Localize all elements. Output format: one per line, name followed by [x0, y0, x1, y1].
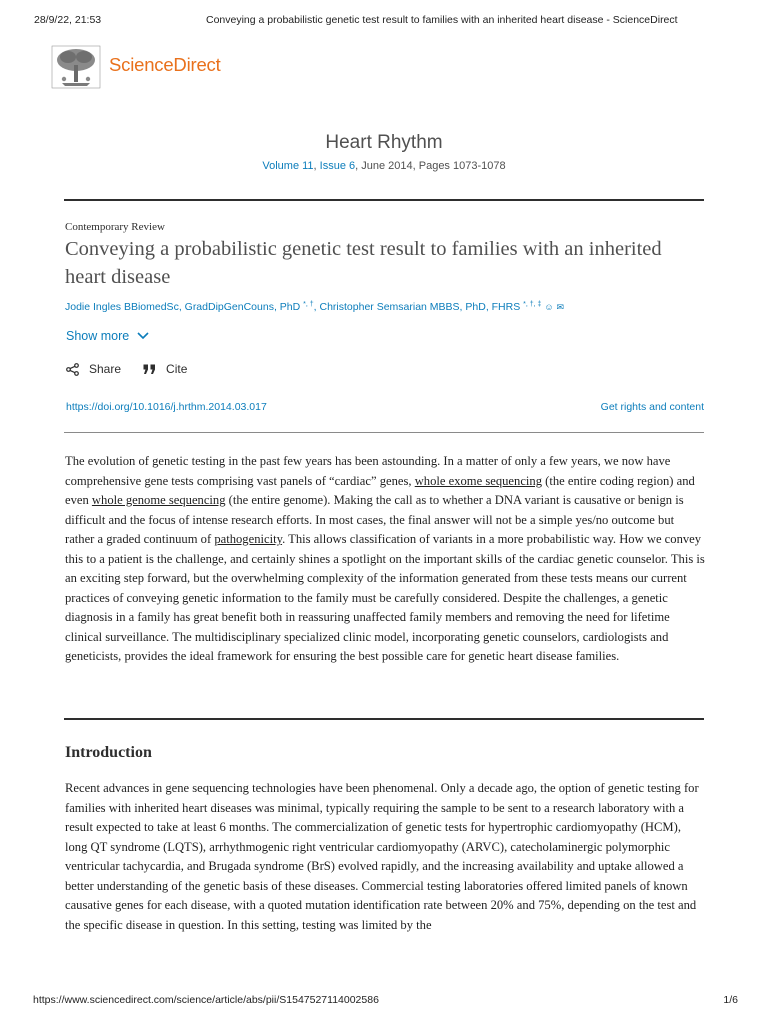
author-1-name[interactable]: Jodie Ingles BBiomedSc, GradDipGenCouns, PhD [65, 301, 301, 313]
print-datetime: 28/9/22, 21:53 [34, 14, 102, 26]
term-whole-exome-sequencing[interactable]: whole exome sequencing [414, 473, 542, 488]
share-icon [66, 363, 79, 376]
introduction-paragraph: Recent advances in gene sequencing technologies have been phenomenal. Only a decade ago, the option of genetic testing for families with inherited heart diseases was minimal, typically requiring the sample to be sent to a research laboratory with a result expected to take at least 6 months. The commercialization of genetic tests for hypertrophic cardiomyopathy (HCM), long QT syndrome (LQTS), arrhythmogenic right ventricular cardiomyopathy (ARVC), catecholaminergic polymorphic ventricular tachycardia, and Brugada syndrome (BrS) evolved rapidly, and the increasing availability and uptake allowed a better understanding of the genetic basis of these diseases. Commercial testing laboratories offered limited panels of known causative genes for each disease, with a quoted mutation identification rate between 20% and 75%, depending on the test and the specific disease in question. In this setting, testing was limited by the [65, 781, 699, 932]
author-2-name[interactable]: Christopher Semsarian MBBS, PhD, FHRS [319, 301, 521, 313]
term-whole-genome-sequencing[interactable]: whole genome sequencing [91, 493, 226, 507]
chevron-down-icon [137, 332, 149, 340]
abstract-text [65, 452, 705, 667]
abstract-part-4: . This allows classification of variants in a more probabilistic way. How we convey this to a patient is the challenge, and certainly shines a spotlight on the important skills of the cardiac genetic counselor. This is an exciting step forward, but the overwhelming complexity of the information generated from these tests means our current practices of conveying genetic information to the family must be carefully considered. Despite the challenges, a genetic diagnosis in a family has great benefit both in reassuring unaffected family members and removing the need for lifetime clinical surveillance. The multidisciplinary specialized clinic model, incorporating genetic counselors, cardiologists and geneticists, provides the ideal framework for ensuring the best possible care for genetic heart disease families. [65, 532, 705, 663]
term-pathogenicity[interactable]: pathogenicity [214, 532, 283, 546]
article-actions [66, 362, 209, 376]
show-more-label: Show more [66, 329, 130, 343]
cite-label: Cite [166, 362, 188, 376]
print-url: https://www.sciencedirect.com/science/article/abs/pii/S1547527114002586 [33, 994, 379, 1006]
show-more-button[interactable] [66, 329, 149, 343]
issue-info [0, 160, 768, 172]
author-2-marks[interactable]: *, †, ‡ [523, 301, 542, 308]
abstract-part-3: (the entire genome). Making the call as to whether a DNA variant is causative or benign is difficult and the focus of intense research efforts. In most cases, the final answer will not be a simple yes/no outcome but rather a graded continuum of [65, 493, 684, 546]
abstract-part-1: The evolution of genetic testing in the past few years has been astounding. In a matter of only a few years, we now have comprehensive gene tests comprising vast panels of “cardiac” genes, [65, 454, 671, 488]
author-list [65, 301, 705, 313]
issue-details: , June 2014, Pages 1073-1078 [355, 160, 506, 172]
abstract-part-2: (the entire coding region) and even [65, 473, 695, 507]
meta-divider [64, 432, 704, 433]
issue-sep: , [313, 160, 320, 172]
issue-link[interactable]: Issue 6 [319, 160, 356, 172]
elsevier-tree-logo-icon [51, 45, 101, 89]
article-type: Contemporary Review [65, 221, 165, 233]
author-1-marks[interactable]: *, † [303, 301, 314, 308]
quote-icon [143, 364, 156, 375]
introduction-heading: Introduction [65, 744, 152, 761]
journal-title[interactable]: Heart Rhythm [325, 132, 443, 153]
person-icon[interactable]: ☺ [544, 302, 554, 312]
author-sep: , [313, 301, 320, 313]
cite-button[interactable] [143, 362, 187, 376]
share-label: Share [89, 362, 122, 376]
envelope-icon[interactable]: ✉ [556, 302, 565, 312]
print-page-title: Conveying a probabilistic genetic test result to families with an inherited heart disease - ScienceDirect [206, 14, 678, 26]
share-button[interactable] [66, 362, 121, 376]
logo-text: ScienceDirect [109, 54, 221, 75]
header-divider [64, 199, 704, 201]
rights-link[interactable]: Get rights and content [600, 401, 704, 413]
sciencedirect-logo[interactable] [51, 44, 221, 90]
print-page-number: 1/6 [723, 994, 738, 1006]
doi-link[interactable]: https://doi.org/10.1016/j.hrthm.2014.03.017 [66, 401, 267, 413]
article-title: Conveying a probabilistic genetic test result to families with an inherited heart disease [65, 238, 662, 288]
volume-link[interactable]: Volume 11 [262, 160, 314, 172]
abstract-divider [64, 718, 704, 720]
